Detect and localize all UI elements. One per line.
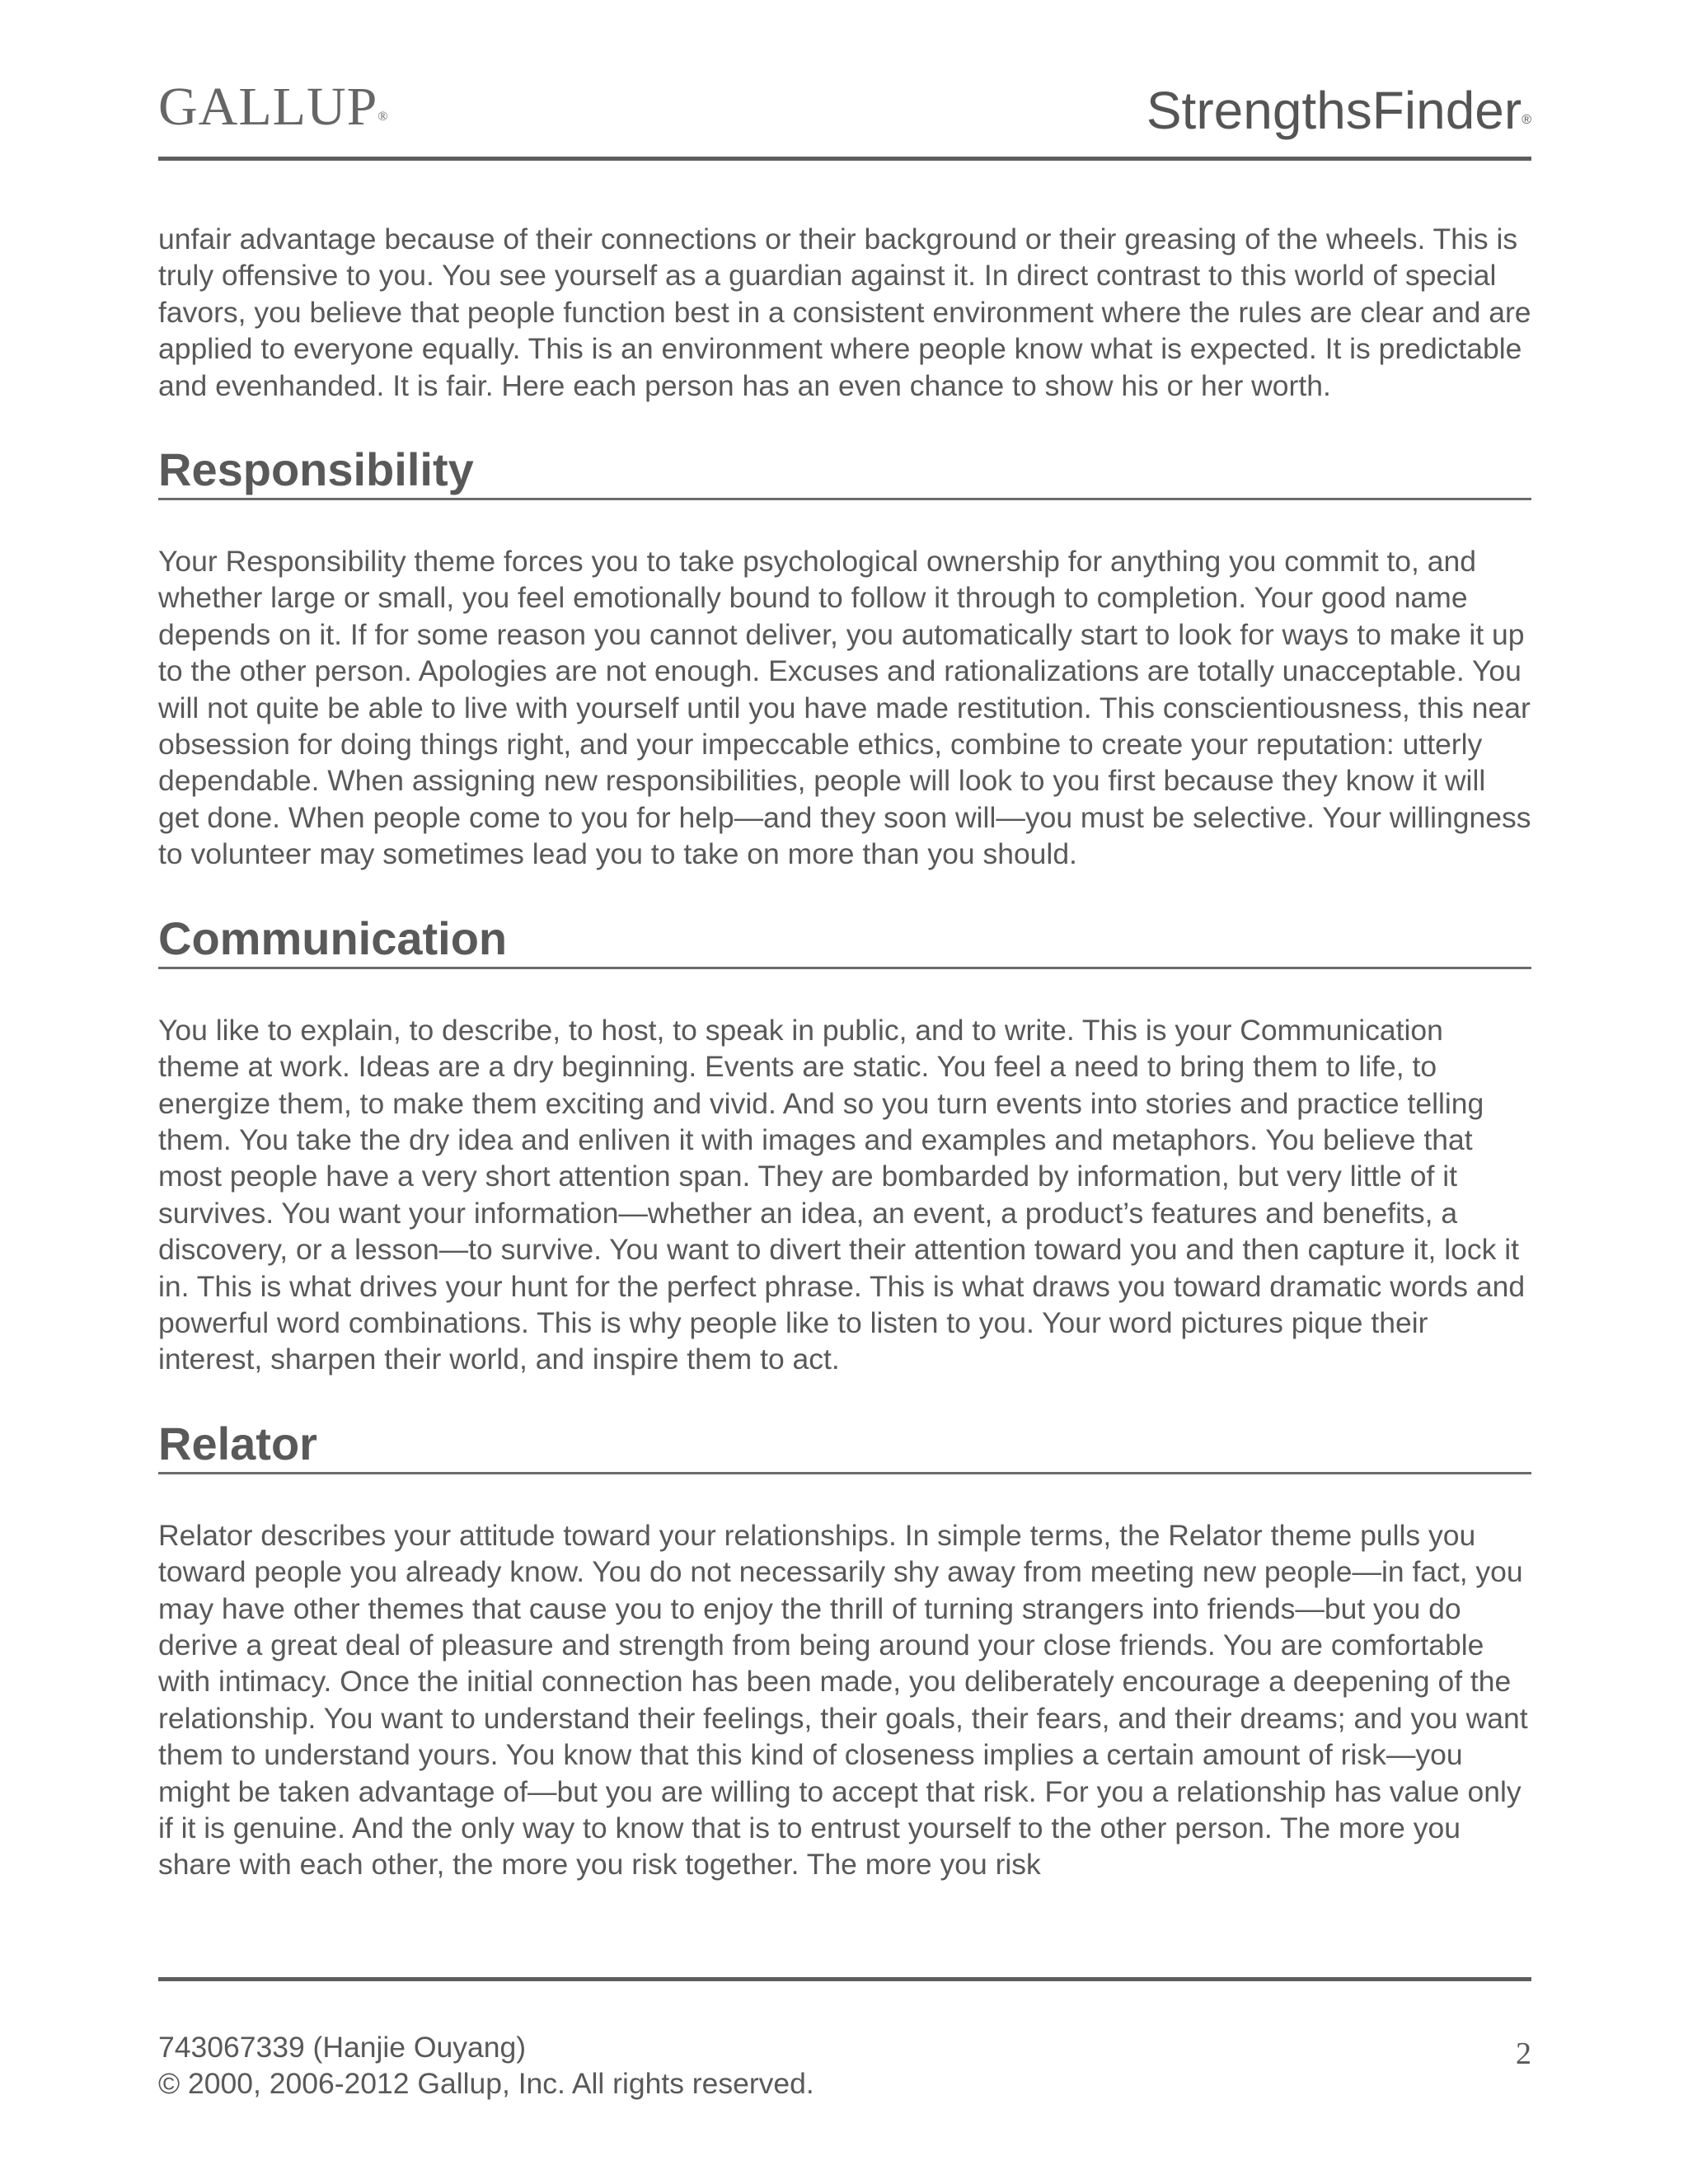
page-number: 2 <box>1516 2036 1531 2071</box>
footer-copyright: © 2000, 2006-2012 Gallup, Inc. All rights reserved. <box>158 2067 814 2100</box>
section-body-relator: Relator describes your attitude toward your relationships. In simple terms, the Relator theme pulls you toward people you already know. You do not necessarily shy away from meeting new people—in fact, you may have other themes that cause you to enjoy the thrill of turning strangers into friends—but you do derive a great deal of pleasure and strength from being around your close friends. You are comfortable with intimacy. Once the initial connection has been made, you deliberately encourage a deepening of the relationship. You want to understand their feelings, their goals, their fears, and their dreams; and you want them to understand yours. You know that this kind of closeness implies a certain amount of risk—you might be taken advantage of—but you are willing to accept that risk. For you a relationship has value only if it is genuine. And the only way to know that is to entrust yourself to the other person. The more you share with each other, the more you risk together. The more you risk <box>158 1518 1528 1882</box>
section-responsibility <box>158 443 1531 873</box>
footer-user-line: 743067339 (Hanjie Ouyang) <box>158 2031 527 2064</box>
gallup-registered-mark: ® <box>377 110 389 124</box>
page-header <box>158 74 1531 157</box>
gallup-logo <box>158 74 388 140</box>
section-title-responsibility: Responsibility <box>158 443 1531 500</box>
strengthsfinder-title <box>1146 77 1531 143</box>
gallup-logo-text: GALLUP <box>158 77 378 137</box>
section-title-relator: Relator <box>158 1418 1531 1474</box>
strengthsfinder-registered-mark: ® <box>1522 113 1531 127</box>
intro-paragraph: unfair advantage because of their connections or their background or their greasing of the wheels. This is truly offensive to you. You see yourself as a guardian against it. In direct contrast to this world of special favors, you believe that people function best in a consistent environment where the rules are clear and are applied to everyone equally. This is an environment where people know what is expected. It is predictable and evenhanded. It is fair. Here each person has an even chance to show his or her worth. <box>158 223 1531 402</box>
section-title-communication: Communication <box>158 912 1531 969</box>
page-content <box>158 221 1531 1883</box>
section-relator <box>158 1418 1531 1883</box>
section-body-responsibility: Your Responsibility theme forces you to take psychological ownership for anything you commit to, and whether large or small, you feel emotionally bound to follow it through to completion. Your good name depends on it. If for some reason you cannot deliver, you automatically start to look for ways to make it up to the other person. Apologies are not enough. Excuses and rationalizations are totally unacceptable. You will not quite be able to live with yourself until you have made restitution. This conscientiousness, this near obsession for doing things right, and your impeccable ethics, combine to create your reputation: utterly dependable. When assigning new responsibilities, people will look to you first because they know it will get done. When people come to you for help—and they soon will—you must be selective. Your willingness to volunteer may sometimes lead you to take on more than you should. <box>158 545 1531 871</box>
section-communication <box>158 912 1531 1378</box>
strengthsfinder-text: StrengthsFinder <box>1146 81 1522 140</box>
footer-divider <box>158 1977 1531 1981</box>
section-body-communication: You like to explain, to describe, to host, to speak in public, and to write. This is your Communication theme at work. Ideas are a dry beginning. Events are static. You feel a need to bring them to life, to energize them, to make them exciting and vivid. And so you turn events into stories and practice telling them. You take the dry idea and enliven it with images and examples and metaphors. You believe that most people have a very short attention span. They are bombarded by information, but very little of it survives. You want your information—whether an idea, an event, a product’s features and benefits, a discovery, or a lesson—to survive. You want to divert their attention toward you and then capture it, lock it in. This is what drives your hunt for the perfect phrase. This is what draws you toward dramatic words and powerful word combinations. This is why people like to listen to you. Your word pictures pique their interest, sharpen their world, and inspire them to act. <box>158 1013 1526 1376</box>
header-divider <box>158 157 1531 161</box>
page-footer <box>158 2029 814 2102</box>
